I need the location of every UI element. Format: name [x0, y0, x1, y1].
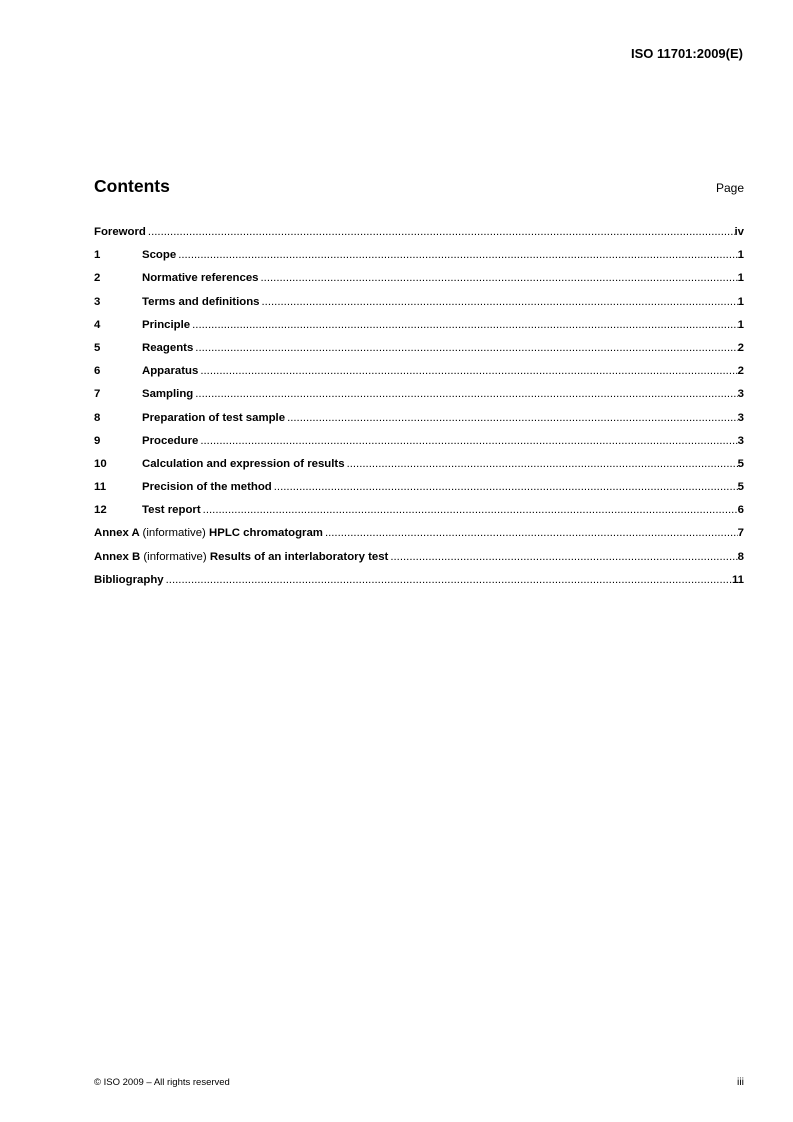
- toc-entry-page: 3: [737, 434, 744, 447]
- toc-leader-dots: [274, 481, 738, 493]
- page-column-label: Page: [715, 181, 744, 195]
- toc-leader-dots: [325, 527, 738, 539]
- toc-leader-dots: [195, 388, 737, 400]
- toc-entry-reagents[interactable]: [94, 342, 744, 365]
- toc-entry-number: 3: [94, 295, 101, 308]
- annex-title: Results of an interlaboratory test: [209, 550, 389, 563]
- toc-entry-label: Scope: [142, 249, 177, 262]
- toc-entry-page: 5: [737, 481, 744, 494]
- toc-entry-label: [94, 527, 323, 539]
- toc-entry-number: 5: [94, 341, 101, 354]
- toc-entry-label: Reagents: [142, 341, 194, 354]
- toc-entry-test-report[interactable]: [94, 504, 744, 527]
- document-id: ISO 11701:2009(E): [630, 46, 743, 61]
- toc-entry-label: Principle: [142, 318, 191, 331]
- toc-entry-page: 2: [737, 365, 744, 378]
- toc-entry-label: Procedure: [142, 434, 199, 447]
- toc-entry-calculation-and-expression[interactable]: [94, 458, 744, 481]
- toc-entry-apparatus[interactable]: [94, 365, 744, 388]
- annex-label: Annex A: [94, 527, 140, 540]
- toc-leader-dots: [200, 435, 737, 447]
- toc-entry-normative-references[interactable]: [94, 272, 744, 295]
- toc-entry-number: 7: [94, 388, 101, 401]
- toc-entry-number: 10: [94, 457, 107, 470]
- toc-leader-dots: [261, 272, 738, 284]
- toc-entry-label: Foreword: [94, 226, 146, 238]
- toc-entry-precision-of-the-method[interactable]: [94, 481, 744, 504]
- toc-entry-page: 8: [737, 550, 744, 563]
- toc-entry-page: 1: [737, 295, 744, 308]
- toc-entry-page: 2: [737, 341, 744, 354]
- toc-leader-dots: [347, 458, 738, 470]
- toc-entry-label: Precision of the method: [142, 481, 272, 494]
- toc-entry-label: [94, 551, 388, 563]
- toc-entry-page: 1: [737, 318, 744, 331]
- toc-entry-page: iv: [734, 226, 744, 238]
- toc-entry-page: 3: [737, 388, 744, 401]
- copyright-notice: © ISO 2009 – All rights reserved: [94, 1077, 230, 1088]
- toc-entry-label: Calculation and expression of results: [142, 457, 345, 470]
- toc-entry-number: 8: [94, 411, 101, 424]
- toc-leader-dots: [390, 551, 737, 563]
- toc-entry-label: Normative references: [142, 272, 259, 285]
- toc-entry-principle[interactable]: [94, 319, 744, 342]
- toc-entry-page: 6: [737, 504, 744, 517]
- toc-entry-bibliography[interactable]: [94, 574, 744, 597]
- toc-entry-annex-b[interactable]: [94, 551, 744, 574]
- toc-entry-label: Bibliography: [94, 573, 164, 586]
- toc-entry-number: 1: [94, 249, 101, 262]
- toc-leader-dots: [203, 504, 738, 516]
- toc-entry-foreword[interactable]: [94, 226, 744, 249]
- toc-leader-dots: [195, 342, 737, 354]
- annex-qualifier: (informative): [142, 527, 206, 540]
- toc-entry-label: Sampling: [142, 388, 194, 401]
- toc-entry-page: 11: [731, 573, 744, 586]
- table-of-contents: [94, 226, 744, 597]
- toc-entry-page: 1: [737, 249, 744, 262]
- toc-entry-number: 9: [94, 434, 101, 447]
- toc-entry-scope[interactable]: [94, 249, 744, 272]
- toc-leader-dots: [287, 412, 738, 424]
- toc-leader-dots: [192, 319, 738, 331]
- toc-entry-number: 12: [94, 504, 107, 517]
- toc-entry-annex-a[interactable]: [94, 527, 744, 550]
- toc-entry-page: 1: [737, 272, 744, 285]
- toc-leader-dots: [262, 296, 738, 308]
- contents-heading-row: [94, 176, 744, 197]
- annex-label: Annex B: [94, 550, 141, 563]
- toc-entry-page: 7: [737, 527, 744, 540]
- toc-entry-terms-and-definitions[interactable]: [94, 296, 744, 319]
- toc-entry-label: Test report: [142, 504, 201, 517]
- toc-entry-label: Terms and definitions: [142, 295, 260, 308]
- toc-leader-dots: [200, 365, 737, 377]
- toc-entry-label: Apparatus: [142, 365, 199, 378]
- toc-leader-dots: [166, 574, 732, 586]
- toc-entry-sampling[interactable]: [94, 388, 744, 411]
- toc-leader-dots: [148, 226, 735, 238]
- contents-title: Contents: [94, 176, 170, 196]
- toc-entry-procedure[interactable]: [94, 435, 744, 458]
- toc-entry-number: 4: [94, 318, 101, 331]
- toc-entry-preparation-of-test-sample[interactable]: [94, 412, 744, 435]
- toc-leader-dots: [178, 249, 737, 261]
- annex-qualifier: (informative): [143, 550, 207, 563]
- toc-entry-page: 3: [737, 411, 744, 424]
- footer-page-number: iii: [737, 1076, 744, 1088]
- toc-entry-label: Preparation of test sample: [142, 411, 286, 424]
- annex-title: HPLC chromatogram: [209, 527, 323, 540]
- toc-entry-number: 6: [94, 365, 101, 378]
- page-footer: [94, 1076, 744, 1088]
- toc-entry-page: 5: [737, 457, 744, 470]
- toc-entry-number: 2: [94, 272, 101, 285]
- toc-entry-number: 11: [94, 481, 107, 494]
